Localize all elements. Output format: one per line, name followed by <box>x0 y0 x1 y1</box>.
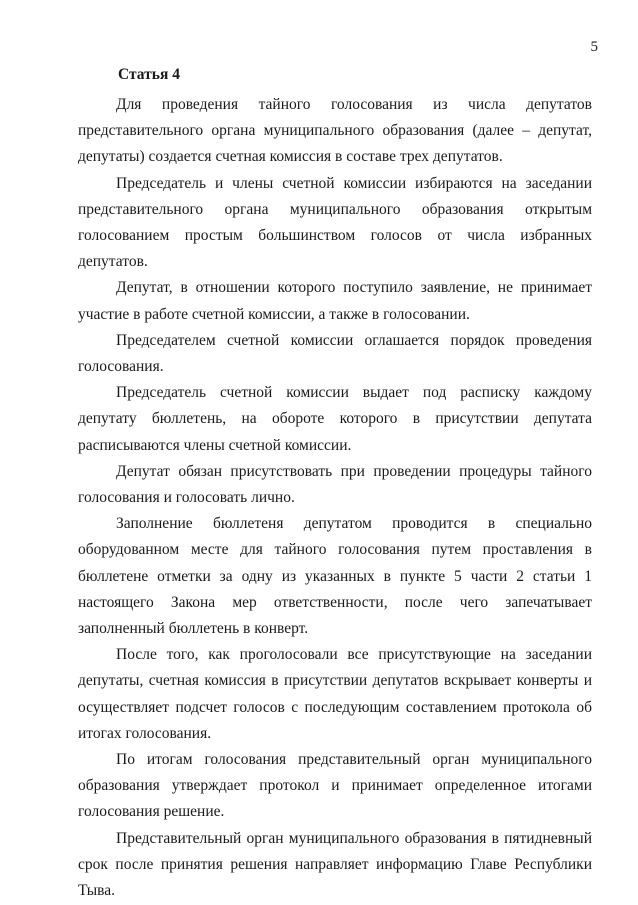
paragraph-7: Заполнение бюллетеня депутатом проводится в специально оборудованном месте для тайного голосования путем проставления в бюллетене отметки за одну из указанных в пункте 5 части 2 статьи 1 настоящего Закона мер ответственности, после чего запечатывает заполненный бюллетень в конверт. <box>78 515 592 638</box>
paragraph-4: Председателем счетной комиссии оглашается порядок проведения голосования. <box>78 331 592 376</box>
paragraph-3: Депутат, в отношении которого поступило заявление, не принимает участие в работе счетной комиссии, а также в голосовании. <box>78 279 592 323</box>
paragraph-10: Представительный орган муниципального образования в пятидневный срок после принятия решения направляет информацию Главе Республики Тыва. <box>78 829 592 900</box>
page-number: 5 <box>590 39 598 55</box>
paragraph-2: Председатель и члены счетной комиссии избираются на заседании представительного органа муниципального образования открытым голосованием простым большинством голосов от числа избранных депутатов. <box>78 174 592 271</box>
article-heading: Статья 4 <box>118 66 180 83</box>
paragraph-9: По итогам голосования представительный орган муниципального образования утверждает протокол и принимает определенное итогами голосования решение. <box>78 751 592 821</box>
paragraph-8: После того, как проголосовали все присутствующие на заседании депутаты, счетная комиссия в присутствии депутатов вскрывает конверты и осуществляет подсчет голосов с последующим составлением протокола об итогах голосования. <box>78 646 592 742</box>
paragraph-5: Председатель счетной комиссии выдает под расписку каждому депутату бюллетень, на обороте которого в присутствии депутата расписываются члены счетной комиссии. <box>78 384 592 454</box>
article-body <box>78 92 592 904</box>
paragraph-1: Для проведения тайного голосования из числа депутатов представительного органа муниципального образования (далее – депутат, депутаты) создается счетная комиссия в составе трех депутатов. <box>78 96 592 166</box>
paragraph-6: Депутат обязан присутствовать при проведении процедуры тайного голосования и голосовать лично. <box>78 462 592 507</box>
